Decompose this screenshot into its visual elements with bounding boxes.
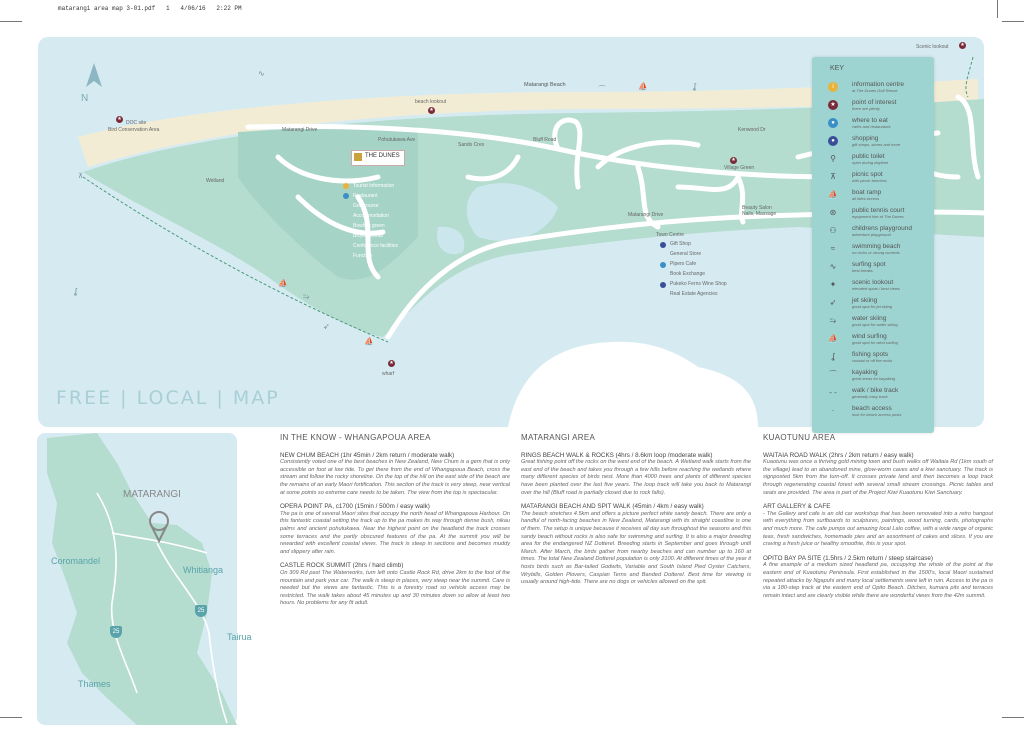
boat-ramp-icon: ⛵ (364, 337, 374, 346)
town-label: Thames (78, 679, 111, 689)
key-row (816, 99, 932, 113)
road-shield-icon: 25 (110, 626, 122, 638)
entry-title: OPITO BAY PA SITE (1.5hrs / 2.5km return / steep staircase) (763, 554, 933, 562)
nails-massage-label: Nails, Massage (742, 211, 777, 217)
town-label: Coromandel (51, 556, 101, 566)
key-label: walk / bike track (852, 387, 899, 394)
key-label: where to eat (852, 117, 888, 124)
print-header: matarangi area map 3-01.pdf 1 4/06/16 2:22 PM (58, 5, 242, 12)
key-label: information centre (852, 81, 905, 88)
restaurant-label: Restaurant (353, 193, 378, 199)
town-centre-label: Town Centre (656, 232, 685, 238)
key-label: swimming beach (852, 243, 901, 250)
entry-title: RINGS BEACH WALK & ROCKS (4hrs / 8.6km loop /moderate walk) (521, 451, 713, 459)
entry-body: Consistently voted one of the best beaches in New Zealand, New Chum is a gem that is only accessible on foot at low tide. To get there from the end of Whangapoua Beach, cross the stream and follow the rocky shoreline. On the top of the hill on the east side of the beach are the remains of an early Maori fortification. This section of the track is very steep, near vertical at some points so extreme care needs to be taken. The view from the top is spectacular. (280, 459, 510, 496)
key-row (816, 207, 932, 221)
entry-title: CASTLE ROCK SUMMIT (2hrs / hard climb) (280, 562, 404, 570)
key-row (816, 153, 932, 167)
pukeko-wine-label: Pukeko Ferns Wine Shop (670, 281, 727, 287)
star-icon: ★ (828, 100, 838, 110)
swimming-icon: ≈ (830, 244, 836, 253)
entry-title: WAITAIA ROAD WALK (2hrs / 2km return / easy walk) (763, 451, 914, 459)
bowling-label: Bowling green (353, 223, 385, 229)
key-row (816, 261, 932, 275)
village-green-label: Village Green (724, 165, 755, 171)
key-label: surfing spot (852, 261, 886, 268)
entry-body: On 309 Rd past The Waterworks, turn left onto Castle Rock Rd, drive 2km to the foot of the mountain and park your car. The walk is steep in places, very steep near the summit. Care is needed but the views are fantastic. This is a forestry road so vehicle access may be restricted. The walk takes about 45 minutes up and 30 minutes down so allow at least two hours. No problems for any fit adult. (280, 569, 510, 607)
key-sublabel: gift shops, stores and more (852, 142, 901, 147)
key-row (816, 351, 932, 365)
key-row (816, 333, 932, 347)
scenic-lookout-label: Scenic lookout (916, 44, 949, 50)
shopping-dot-icon (660, 242, 666, 248)
road-shield-icon: 25 (195, 605, 207, 617)
map-key (812, 57, 934, 433)
eat-dot-icon (660, 262, 666, 268)
key-label: wind surfing (852, 333, 887, 340)
column-kuaotunu (763, 434, 993, 600)
key-row (816, 243, 932, 257)
kayak-icon: ⌒ (598, 85, 606, 94)
waterski-icon: ⥲ (303, 292, 310, 301)
key-sublabel: at The Dunes Golf Resort (852, 88, 898, 93)
fishing-icon: ʆ (831, 352, 835, 361)
entry-body: The pa is one of several Maori sites that occupy the north head of Whangapoua Harbour. On this fantastic coastal setting the track up to the pa makes its way through dense bush, nikau palms and ancient pohutukawa. Near the highest point on the headland the track crosses some terraces and the partly obscured features of the pa. At the summit you will be rewarded with excellent coastal views. The track is steep in sections and becomes muddy and slippery after rain. (280, 510, 510, 555)
peninsula-graphic (37, 433, 237, 725)
key-label: childrens playground (852, 225, 912, 232)
key-label: boat ramp (852, 189, 882, 196)
wetland-label: Wetland (206, 178, 225, 184)
windsurf-icon: ⛵ (828, 334, 838, 343)
lookout-icon: ✦ (829, 280, 837, 289)
key-label: beach access (852, 405, 892, 412)
windsurf-icon: ⛵ (638, 82, 648, 91)
function-label: Function (353, 253, 373, 259)
playground-icon: ⚇ (829, 226, 837, 235)
beach-lookout-label: beach lookout (415, 99, 447, 105)
key-row (816, 297, 932, 311)
pipers-cafe-label: Pipers Cafe (670, 261, 697, 267)
tennis-icon: ⊛ (829, 208, 837, 217)
boat-ramp-icon: ⛵ (828, 190, 838, 199)
key-label: public toilet (852, 153, 885, 160)
jetski-icon: ➶ (323, 322, 330, 331)
key-sublabel: coastal or off the rocks (852, 358, 893, 363)
free-local-map-title: FREE | LOCAL | MAP (56, 387, 280, 409)
column-heading: IN THE KNOW - WHANGAPOUA AREA (280, 433, 431, 442)
star-icon[interactable]: ★ (960, 42, 965, 48)
dunes-logo-icon (354, 153, 362, 161)
entry-title: MATARANGI BEACH AND SPIT WALK (45min / 4km / easy walk) (521, 503, 704, 511)
general-store-label: General Store (670, 251, 702, 257)
key-label: picnic spot (852, 171, 883, 178)
matarangi-marker-label: MATARANGI (123, 489, 181, 500)
crop-mark (997, 0, 998, 18)
matarangi-beach-label: Matarangi Beach (524, 82, 566, 88)
eat-dot-icon: ● (828, 118, 838, 128)
beauty-salon-label: Beauty Salon (742, 205, 772, 211)
star-icon[interactable]: ★ (389, 360, 394, 366)
key-row (816, 117, 932, 131)
key-row (816, 279, 932, 293)
beach-access-icon: · (831, 406, 835, 415)
doc-site-label: DOC site (126, 120, 147, 126)
picnic-icon: ⊼ (78, 173, 84, 180)
entry-body: A fine example of a medium sized headland pa, occupying the whole of the point at the eastern end of Kuaotunu Peninsula. First established in the 1500's, local Maori sustained repeated attacks by Ngapuhi and many local settlements were left in ruin. Access to the pa is via a 180-step track at the eastern end of Opito Beach. Ditches, kumara pits and terraces remain intact and are clearly visible while there are wonderful views from the 42m summit. (763, 562, 993, 599)
surfing-icon: ∿ (829, 262, 837, 271)
key-sublabel: there are plenty (852, 106, 880, 111)
road-label: Matarangi Drive (282, 127, 318, 133)
key-sublabel: good spot for water skiing (852, 322, 898, 327)
key-sublabel: great areas for kayaking (852, 376, 895, 381)
gift-shop-label: Gift Shop (670, 241, 691, 247)
road-label: Kenwood Dr (738, 127, 766, 133)
key-sublabel: elevated spots / best views (852, 286, 900, 291)
entry-body: - The Gallery and cafe is an old car workshop that has been renovated into a retro hangout with everything from surfboards to sculptures, paintings, wood turning, cards, photographs and much more. The cafe pumps out amazing local Lalo coffee, with a wide range of organic teas, fresh sandwiches, homemade pies and an assortment of cakes and slices. If you are craving a fresh juice or healthy smoothie, this is your spot. (763, 510, 993, 548)
town-label: Whitianga (183, 565, 224, 575)
real-estate-label: Real Estate Agencies (670, 291, 718, 297)
key-sublabel: generally easy track (852, 394, 888, 399)
north-arrow-icon (86, 63, 102, 87)
key-sublabel: cafes and restaurants (852, 124, 891, 129)
restaurant-dot-icon (343, 193, 349, 199)
key-sublabel: all tides access (852, 196, 880, 201)
road-label: Matarangi Drive (628, 212, 664, 218)
info-icon: i (828, 82, 838, 92)
key-row (816, 225, 932, 239)
entry-title: NEW CHUM BEACH (1hr 45min / 2km return / moderate walk) (280, 451, 455, 459)
star-icon[interactable]: ★ (731, 157, 736, 163)
shopping-dot-icon: ● (828, 136, 838, 146)
key-sublabel: look for beach access posts (852, 412, 902, 417)
shopping-dot-icon (660, 282, 666, 288)
column-heading: MATARANGI AREA (521, 433, 596, 442)
golf-label: Golf course (353, 203, 379, 209)
waterski-icon: ⥲ (829, 316, 837, 325)
fishing-icon: ʆ (74, 287, 77, 296)
entry-title: ART GALLERY & CAFE (763, 503, 831, 511)
key-sublabel: best breaks (852, 268, 873, 273)
star-icon[interactable]: ★ (117, 116, 122, 122)
key-row (816, 405, 932, 419)
key-sublabel: open during daytime (852, 160, 889, 165)
key-row (816, 171, 932, 185)
picnic-icon: ⊼ (830, 172, 836, 181)
entry-body: Kuaotunu was once a thriving gold mining town and bush walks off Waitaia Rd (1km south of the village) lead to an abandoned mine, glow-worm caves and a kiwi sanctuary. The track is signposted 5km from the turn-off. It crosses private land and then becomes a loop track through regenerating coastal forest with several small stream crossings. Picnic tables and seats are provided. The area is part of the Project Kiwi Kuaotunu Kiwi Sanctuary. (763, 459, 993, 496)
kayak-icon: ⌒ (829, 370, 837, 379)
key-label: shopping (852, 135, 879, 142)
entry-body: The beach stretches 4.5km and offers a picture perfect white sandy beach. There are only a handful of north-facing beaches in New Zealand, Matarangi with its straight coastline is one of them. The setup is unique because it receives all day sun throughout the seasons and this sandy beach without rocks is also safe for swimming and surfing. It is also a major breeding area for the endangered NZ Dotterel. Breeding starts in September and goes through until March. After March, the birds gather from nearby beaches and can number up to 160 at times. The total New Zealand Dotterel population is only 2100. At different times of the year it hosts birds such as Bar-tailed Godwits, Variable and South Island Pied Oyster Catchers, Wrybills, Golden Plovers, Caspian Terns and Banded Dotterel. Best time for viewing is usually around high-tide. There are no dogs or vehicles allowed on the spit. (521, 510, 751, 586)
column-whangapoua (280, 434, 510, 608)
tourist-info-label: Tourist Information (353, 183, 395, 189)
key-label: water skiing (852, 315, 887, 322)
road-label: Pohutukawa Ave (378, 137, 416, 143)
toilet-icon: ⚲ (830, 154, 836, 163)
key-row (816, 387, 932, 401)
info-icon (343, 183, 349, 189)
column-matarangi (521, 434, 751, 587)
fishing-icon: ʆ (693, 82, 696, 91)
town-label: Tairua (227, 632, 252, 642)
bicycle-label: Bicycle rental (353, 233, 383, 239)
book-exchange-label: Book Exchange (670, 271, 706, 277)
north-label: N (81, 93, 89, 104)
bird-area-label: Bird Conservation Area (108, 127, 160, 133)
key-sublabel: adventure playground (852, 232, 891, 237)
road-label: Sands Cres (458, 142, 485, 148)
key-sublabel: with picnic benches (852, 178, 887, 183)
surfing-icon: ∿ (258, 69, 265, 78)
crop-mark (0, 21, 22, 22)
the-dunes-label: THE DUNES (365, 153, 400, 159)
star-icon[interactable]: ★ (429, 107, 434, 113)
road-label: Bluff Road (533, 137, 557, 143)
inset-map[interactable] (37, 433, 252, 725)
key-sublabel: good spot for wind surfing (852, 340, 898, 345)
jetski-icon: ➶ (829, 298, 837, 307)
entry-title: OPERA POINT PA, c1700 (15min / 500m / easy walk) (280, 503, 430, 511)
wharf-label: wharf (382, 371, 395, 377)
crop-mark (1002, 21, 1024, 22)
key-sublabel: equipment hire at The Dunes (852, 214, 904, 219)
key-label: scenic lookout (852, 279, 894, 286)
key-row (816, 135, 932, 149)
walk-track-icon: - - (829, 388, 837, 397)
windsurf-icon: ⛵ (278, 279, 288, 288)
conference-label: Conference facilities (353, 243, 399, 249)
crop-mark (0, 717, 22, 718)
key-label: public tennis court (852, 207, 905, 214)
key-label: point of interest (852, 99, 897, 106)
key-title: KEY (830, 65, 845, 72)
key-sublabel: good spot for jet skiing (852, 304, 893, 309)
key-row (816, 189, 932, 203)
key-label: fishing spots (852, 351, 889, 358)
key-label: kayaking (852, 369, 878, 376)
accommodation-label: Accommodation (353, 213, 389, 219)
key-sublabel: no rocks or strong currents (852, 250, 900, 255)
entry-body: Great fishing point off the rocks on the west end of the beach. A Wetland walk starts from the east end of the beach and takes you through a few hills before reaching the wetlands where many different species of birds nest. More than 4000 trees and plants of different species have been planted over the last five years. The loop track will take you back to Matarangi over the hill (Bluff road is partially closed due to rock falls). (521, 459, 751, 496)
key-row (816, 369, 932, 383)
crop-mark (1002, 717, 1024, 718)
key-row (816, 315, 932, 329)
column-heading: KUAOTUNU AREA (763, 433, 836, 442)
key-label: jet skiing (852, 297, 878, 304)
key-row (816, 81, 932, 95)
the-dunes-logo[interactable] (351, 150, 405, 166)
rocky-outcrop (508, 342, 758, 427)
